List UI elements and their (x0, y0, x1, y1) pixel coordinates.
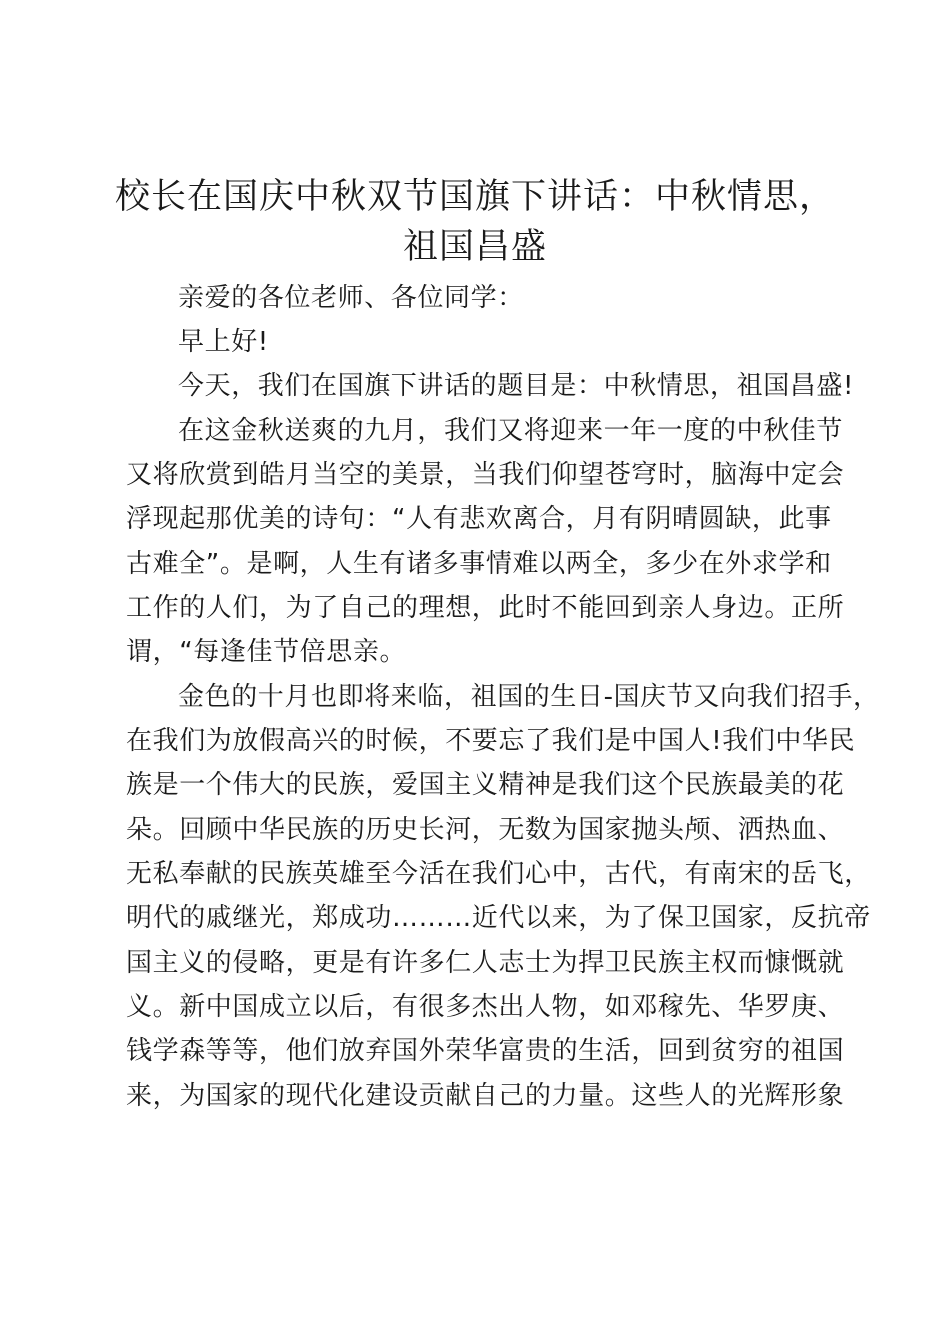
paragraph-1-line-5: 工作的人们，为了自己的理想，此时不能回到亲人身边。正所 (126, 593, 845, 623)
paragraph-2-line-3: 族是一个伟大的民族，爱国主义精神是我们这个民族最美的花 (126, 770, 845, 800)
paragraph-2-line-4: 朵。回顾中华民族的历史长河，无数为国家抛头颅、洒热血、 (126, 815, 845, 845)
paragraph-1-line-3: 浮现起那优美的诗句：“人有悲欢离合，月有阴晴圆缺，此事 (126, 504, 832, 534)
paragraph-2-line-5: 无私奉献的民族英雄至今活在我们心中，古代，有南宋的岳飞， (126, 859, 871, 889)
paragraph-2-line-1: 金色的十月也即将来临，祖国的生日-国庆节又向我们招手， (178, 682, 880, 712)
paragraph-2-line-9: 钱学森等等，他们放弃国外荣华富贵的生活，回到贫穷的祖国 (126, 1036, 845, 1066)
greeting-line: 早上好! (178, 327, 269, 357)
topic-line: 今天，我们在国旗下讲话的题目是：中秋情思，祖国昌盛! (178, 371, 855, 401)
paragraph-2-line-2: 在我们为放假高兴的时候，不要忘了我们是中国人!我们中华民 (126, 726, 856, 756)
salutation-line: 亲爱的各位老师、各位同学： (178, 283, 524, 313)
paragraph-2-line-10: 来，为国家的现代化建设贡献自己的力量。这些人的光辉形象 (126, 1081, 845, 1111)
paragraph-1-line-6: 谓，“每逢佳节倍思亲。 (126, 637, 407, 667)
paragraph-1-line-4: 古难全”。是啊，人生有诸多事情难以两全，多少在外求学和 (126, 549, 832, 579)
document-title-line-2: 祖国昌盛 (402, 227, 547, 267)
paragraph-1-line-1: 在这金秋送爽的九月，我们又将迎来一年一度的中秋佳节 (178, 416, 844, 446)
paragraph-2-line-8: 义。新中国成立以后，有很多杰出人物，如邓稼先、华罗庚、 (126, 992, 845, 1022)
paragraph-1-line-2: 又将欣赏到皓月当空的美景，当我们仰望苍穹时，脑海中定会 (126, 460, 845, 490)
document-title-line-1: 校长在国庆中秋双节国旗下讲话：中秋情思， (114, 177, 835, 217)
paragraph-2-line-6: 明代的戚继光，郑成功………近代以来，为了保卫国家，反抗帝 (126, 903, 871, 933)
paragraph-2-line-7: 国主义的侵略，更是有许多仁人志士为捍卫民族主权而慷慨就 (126, 948, 845, 978)
